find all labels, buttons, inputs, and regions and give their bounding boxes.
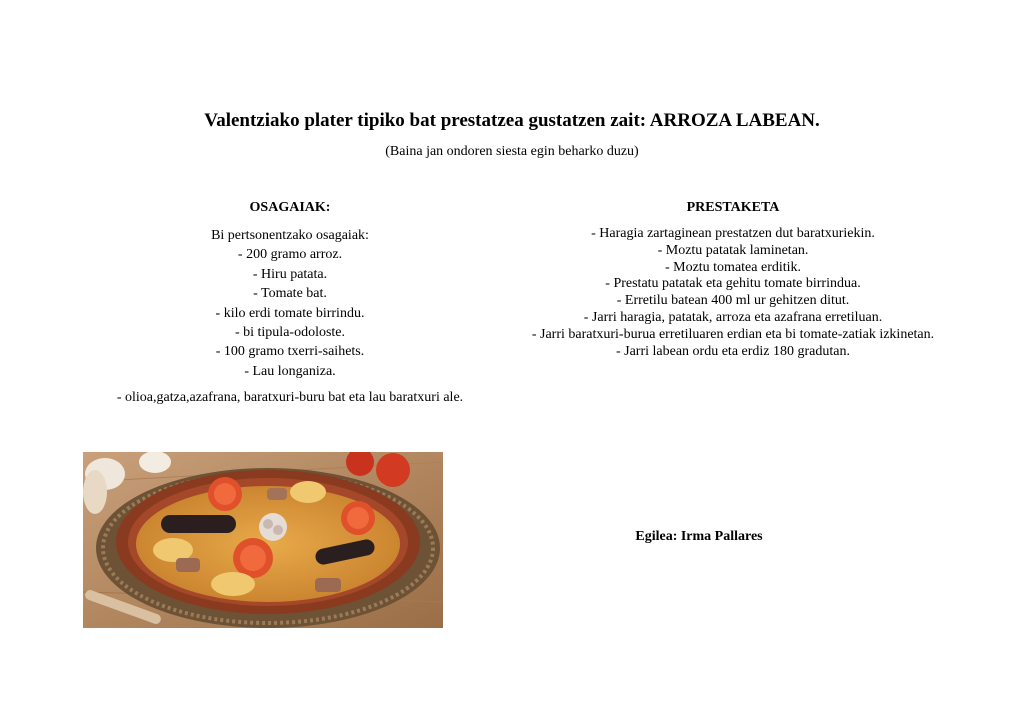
preparation-heading: PRESTAKETA xyxy=(686,200,780,215)
ingredient-item: - Lau longaniza. xyxy=(244,363,336,379)
ingredient-extra: - olioa,gatza,azafrana, baratxuri-buru bat eta lau baratxuri ale. xyxy=(116,390,464,406)
pork-rib xyxy=(176,558,200,572)
ingredient-item: - Tomate bat. xyxy=(253,286,327,302)
preparation-step: - Erretilu batean 400 ml ur gehitzen ditut. xyxy=(616,293,850,309)
preparation-step: - Moztu tomatea erditik. xyxy=(664,259,802,275)
author-credit: Egilea: Irma Pallares xyxy=(635,529,763,544)
pork-rib xyxy=(315,578,341,592)
ingredients-intro: Bi pertsonentzako osagaiak: xyxy=(211,228,369,243)
preparation-steps xyxy=(493,226,973,360)
ingredient-item: - 100 gramo txerri-saihets. xyxy=(215,344,365,360)
preparation-step: - Jarri haragia, patatak, arroza eta azafrana erretiluan. xyxy=(583,309,883,325)
ingredient-item: - Hiru patata. xyxy=(252,266,328,282)
document-title: Valentziako plater tipiko bat prestatzea gustatzen zait: ARROZA LABEAN. xyxy=(204,110,820,131)
arroz-al-horno-dish-image xyxy=(83,452,443,628)
preparation-step: - Haragia zartaginean prestatzen dut baratxuriekin. xyxy=(591,226,875,241)
pork-rib xyxy=(267,488,287,500)
document-subtitle: (Baina jan ondoren siesta egin beharko duzu) xyxy=(385,144,639,159)
ingredient-item: - 200 gramo arroz. xyxy=(237,247,343,263)
ingredient-item: - kilo erdi tomate birrindu. xyxy=(215,305,365,321)
potato-slice xyxy=(290,481,326,503)
preparation-step: - Moztu patatak laminetan. xyxy=(657,242,809,258)
preparation-step: - Jarri labean ordu eta erdiz 180 gradutan. xyxy=(615,343,850,359)
tomato xyxy=(376,453,410,487)
preparation-step: - Prestatu patatak eta gehitu tomate birrindua. xyxy=(605,276,861,292)
potato-slice xyxy=(211,572,255,596)
ingredients-list xyxy=(90,226,490,408)
morcilla xyxy=(161,515,236,533)
ingredient-item: - bi tipula-odoloste. xyxy=(234,324,346,340)
garlic-bulb xyxy=(139,452,171,473)
garlic-head xyxy=(259,513,287,541)
ingredients-heading: OSAGAIAK: xyxy=(249,200,331,215)
preparation-step: - Jarri baratxuri-burua erretiluaren erdian eta bi tomate-zatiak izkinetan. xyxy=(531,326,935,342)
